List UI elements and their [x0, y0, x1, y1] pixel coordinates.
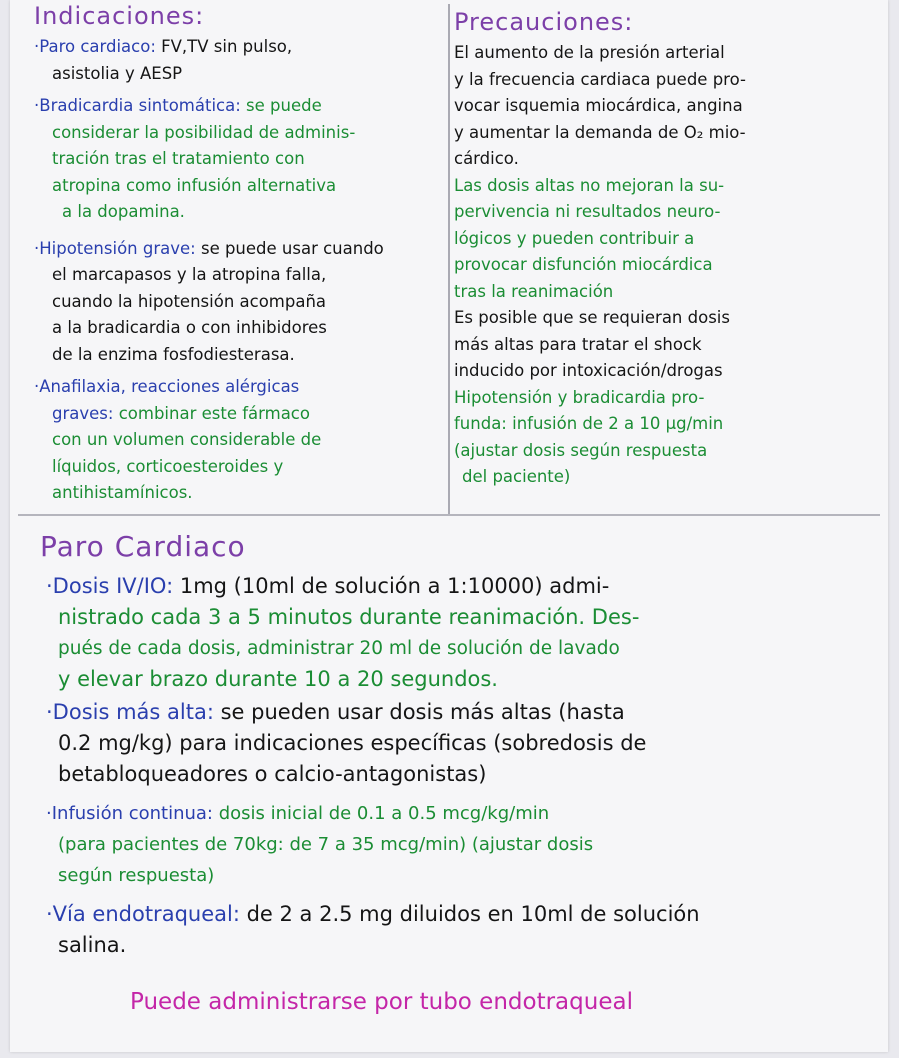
paro-cardiaco-section: Paro Cardiaco ·Dosis IV/IO: 1mg (10ml de solución a 1:10000) admi- nistrado cada 3 a 5 minutos durante reanimación. Des- pués de cada dosis, administrar 20 ml de solución de lavado y elevar brazo durante 10 a 20 segundos. ·Dosis más alta: se pueden usar dosis más altas (hasta 0.2 mg/kg) para indicaciones específicas (sobredosis de betabloqueadores o calcio-antagonistas) ·Infusión continua: dosis inicial de 0.1 a 0.5 mcg/kg/min (para pacientes de 70kg: de 7 a 35 mcg/min) (ajustar dosis según respuesta) ·Vía endotraqueal: de 2 a 2.5 mg diluidos en 10ml de solución salina. Puede administrarse por tubo endotraqueal [40, 530, 880, 1018]
indicacion-bradicardia: ·Bradicardia sintomática: se puede [34, 96, 322, 115]
vertical-divider [448, 4, 450, 514]
infusion-continua: ·Infusión continua: dosis inicial de 0.1 a 0.5 mcg/kg/min [46, 803, 550, 824]
indicaciones-title: Indicaciones: [34, 2, 205, 30]
precauciones-title: Precauciones: [454, 8, 634, 36]
via-endotraqueal: ·Vía endotraqueal: de 2 a 2.5 mg diluidos en 10ml de solución [46, 902, 700, 926]
horizontal-divider [18, 514, 880, 516]
paro-cardiaco-title: Paro Cardiaco [40, 530, 246, 563]
indicacion-paro: ·Paro cardiaco: FV,TV sin pulso, [34, 37, 293, 56]
dosis-alta: ·Dosis más alta: se pueden usar dosis más altas (hasta [46, 700, 625, 724]
indicacion-label: ·Paro cardiaco: [34, 37, 156, 56]
indicacion-anafilaxia: ·Anafilaxia, reacciones alérgicas [34, 377, 300, 396]
footer-note: Puede administrarse por tubo endotraqueal [130, 989, 633, 1015]
indicacion-hipotension: ·Hipotensión grave: se puede usar cuando [34, 238, 384, 258]
dosis-iv: ·Dosis IV/IO: 1mg (10ml de solución a 1:10000) admi- [46, 574, 610, 598]
flashcard [10, 0, 888, 1052]
indicaciones-section: Indicaciones: ·Paro cardiaco: FV,TV sin pulso, asistolia y AESP ·Bradicardia sintomática: se puede considerar la posibilidad de adminis- tración tras el tratamiento con atropina como infusión alternativa a la dopamina. ·Hipotensión grave: se puede usar cuando el marcapasos y la atropina falla, cuando la hipotensión acompaña a la bradicardia o con inhibidores de la enzima fosfodiesterasa. ·Anafilaxia, reacciones alérgicas graves: combinar este fármaco con un volumen considerable de líquidos, corticoesteroides y antihistamínicos. [34, 2, 444, 507]
precauciones-section: Precauciones: El aumento de la presión arterial y la frecuencia cardiaca puede pro- vocar isquemia miocárdica, angina y aumentar la demanda de O₂ mio- cárdico. Las dosis altas no mejoran la su- pervivencia ni resultados neuro- lógicos y pueden contribuir a provocar disfunción miocárdica tras la reanimación Es posible que se requieran dosis más altas para tratar el shock inducido por intoxicación/drogas Hipotensión y bradicardia pro- funda: infusión de 2 a 10 µg/min (ajustar dosis según respuesta del paciente) [454, 8, 884, 491]
